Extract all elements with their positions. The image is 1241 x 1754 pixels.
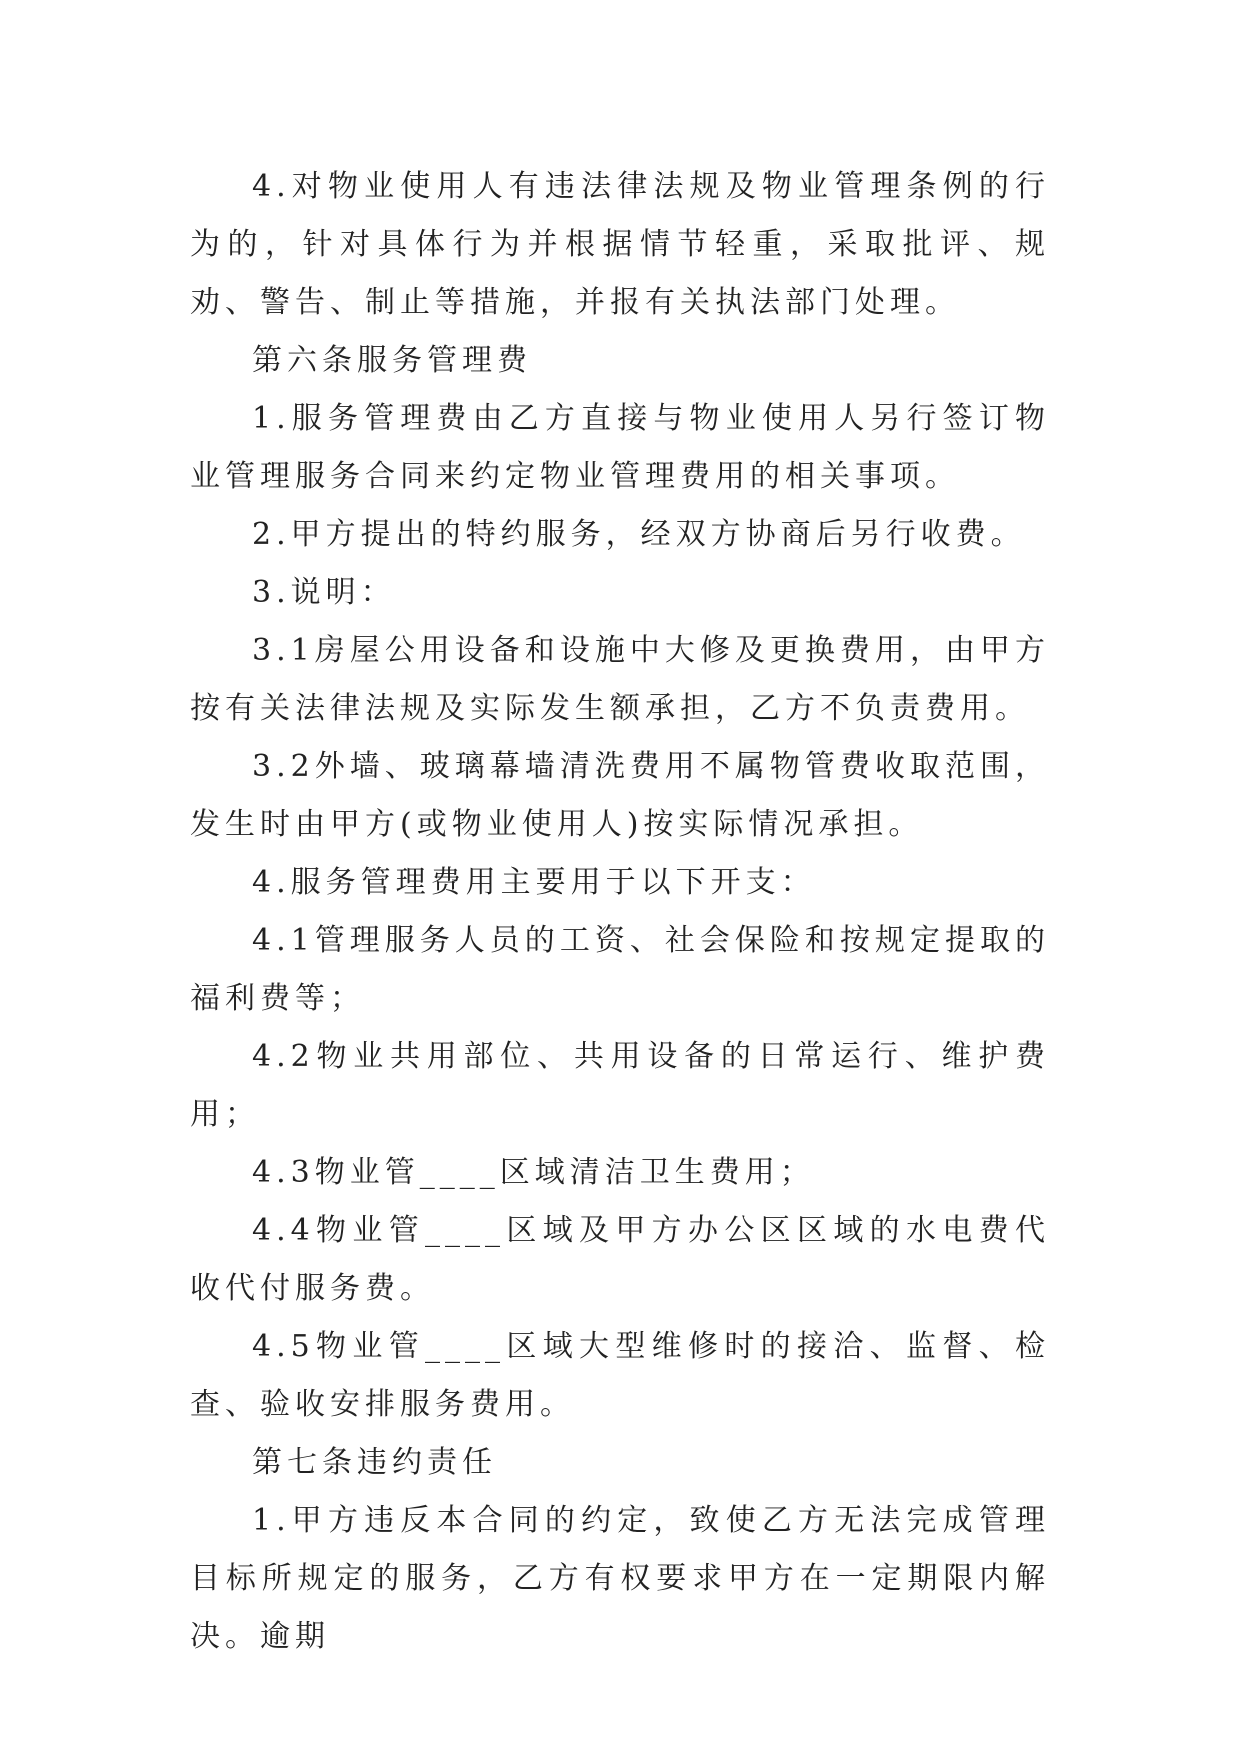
paragraph-explanation: 3.说明： <box>252 575 396 610</box>
paragraph-fee-usage-4-3: 4.3物业管____区域清洁卫生费用； <box>252 1155 815 1190</box>
paragraph-explanation-3-2: 3.2外墙、玻璃幕墙清洗费用不属物管费收取范围，发生时由甲方(或物业使用人)按实际情况承担。 <box>190 749 1050 842</box>
document-body <box>190 158 1050 1666</box>
paragraph-explanation-3-1: 3.1房屋公用设备和设施中大修及更换费用，由甲方按有关法律法规及实际发生额承担，乙方不负责费用。 <box>190 633 1050 726</box>
paragraph-breach-1: 1.甲方违反本合同的约定，致使乙方无法完成管理目标所规定的服务，乙方有权要求甲方在一定期限内解决。逾期 <box>190 1503 1050 1654</box>
paragraph-violation-measures: 4.对物业使用人有违法律法规及物业管理条例的行为的，针对具体行为并根据情节轻重，采取批评、规劝、警告、制止等措施，并报有关执法部门处理。 <box>190 169 1050 320</box>
paragraph-fee-usage: 4.服务管理费用主要用于以下开支： <box>252 865 816 900</box>
paragraph-fee-usage-4-4: 4.4物业管____区域及甲方办公区区域的水电费代收代付服务费。 <box>190 1213 1050 1306</box>
heading-article-6: 第六条服务管理费 <box>252 343 532 378</box>
paragraph-fee-usage-4-5: 4.5物业管____区域大型维修时的接洽、监督、检查、验收安排服务费用。 <box>190 1329 1050 1422</box>
paragraph-service-fee-2: 2.甲方提出的特约服务，经双方协商后另行收费。 <box>252 517 1026 552</box>
paragraph-fee-usage-4-2: 4.2物业共用部位、共用设备的日常运行、维护费用； <box>190 1039 1050 1132</box>
paragraph-service-fee-1: 1.服务管理费由乙方直接与物业使用人另行签订物业管理服务合同来约定物业管理费用的相关事项。 <box>190 401 1050 494</box>
paragraph-fee-usage-4-1: 4.1管理服务人员的工资、社会保险和按规定提取的福利费等； <box>190 923 1050 1016</box>
heading-article-7: 第七条违约责任 <box>252 1445 497 1480</box>
